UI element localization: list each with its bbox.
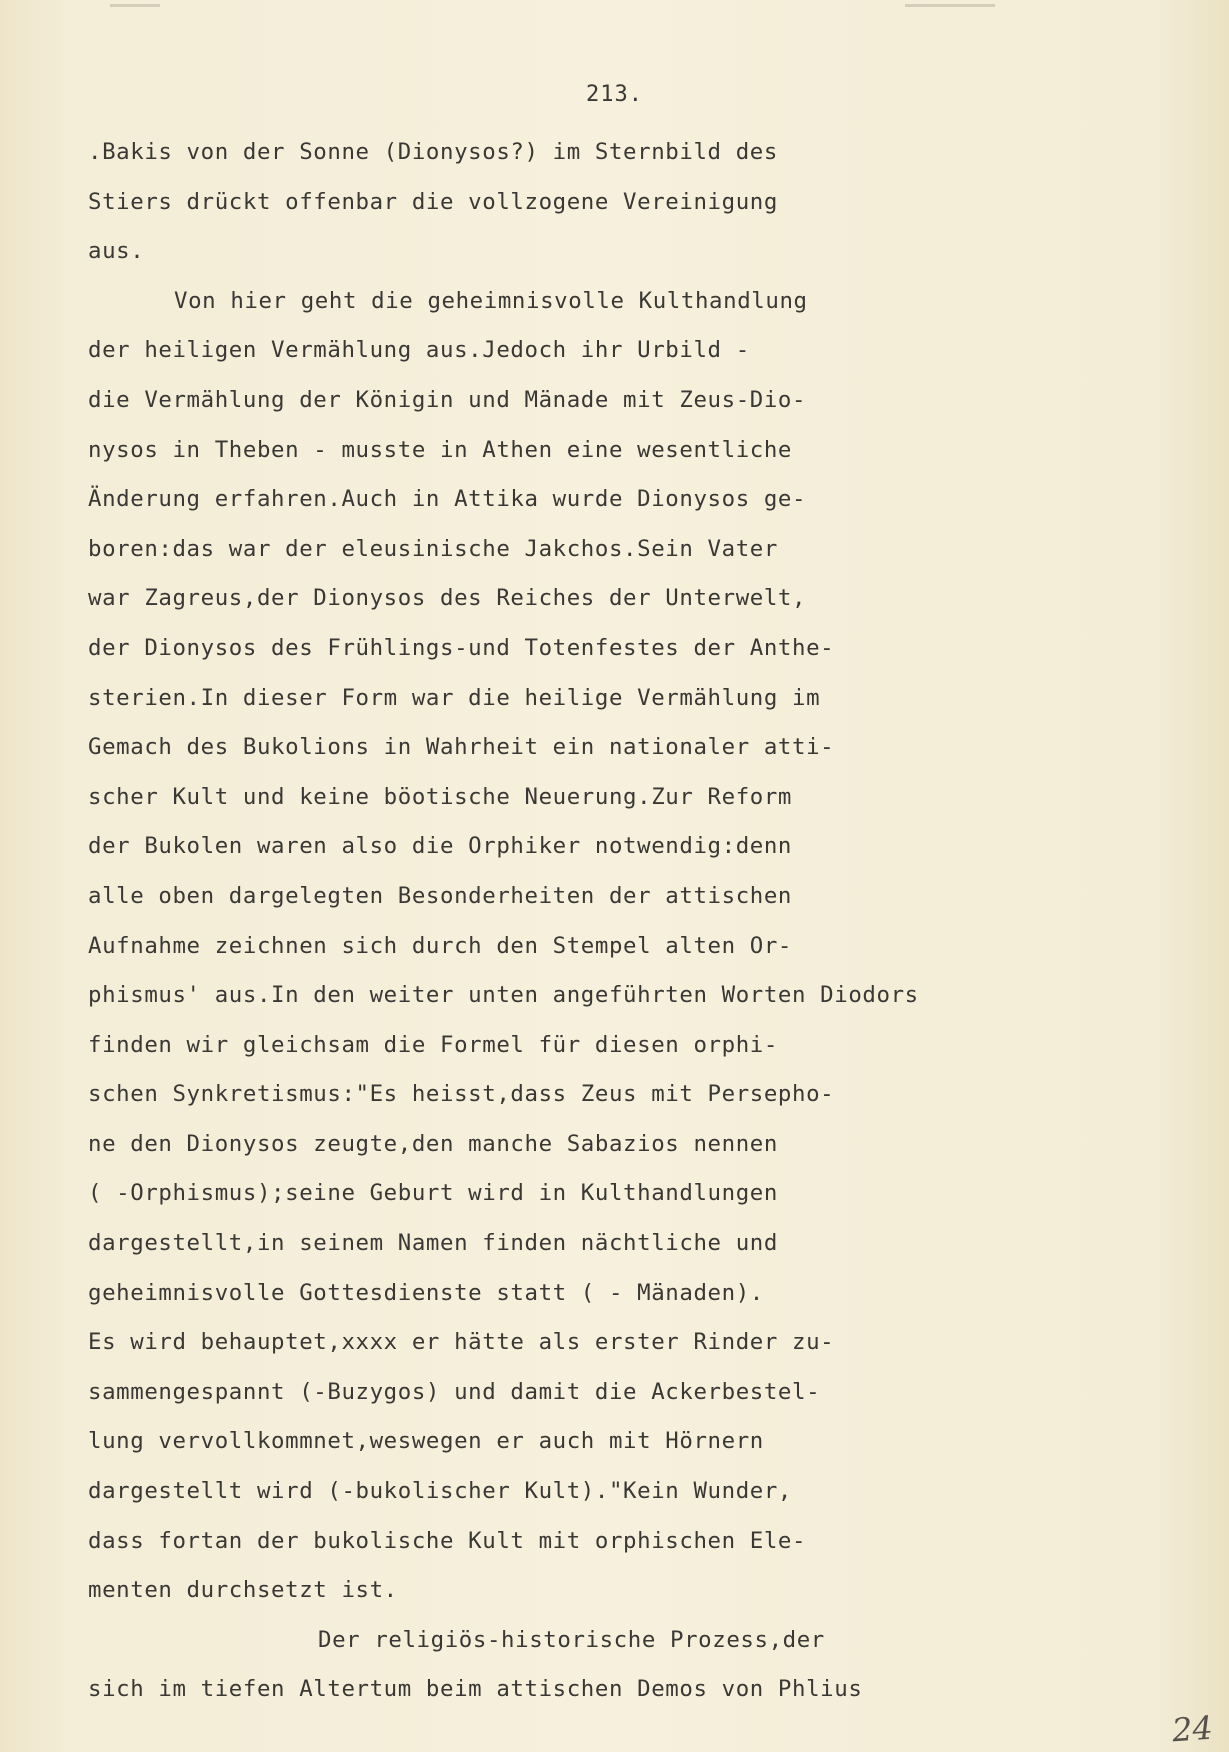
text-line: finden wir gleichsam die Formel für diesen orphi- [88,1031,778,1058]
text-line: alle oben dargelegten Besonderheiten der attischen [88,882,793,909]
text-line: nysos in Theben - musste in Athen eine wesentliche [88,436,793,463]
page-number: 213. [586,82,643,107]
text-line: phismus' aus.In den weiter unten angeführten Worten Diodors [88,982,919,1009]
text-line: dargestellt wird (-bukolischer Kult)."Kein Wunder, [88,1478,793,1505]
text-line: der Bukolen waren also die Orphiker notwendig:denn [88,833,793,860]
text-line: ne den Dionysos zeugte,den manche Sabazios nennen [88,1130,778,1157]
paragraph-start-line: Der religiös-historische Prozess,der [318,1626,825,1653]
text-line: lung vervollkommnet,weswegen er auch mit Hörnern [88,1428,764,1455]
text-line: der heiligen Vermählung aus.Jedoch ihr Urbild - [88,337,750,364]
text-line: Aufnahme zeichnen sich durch den Stempel alten Or- [88,932,793,959]
typescript-body [88,128,1098,1715]
text-line: ( -Orphismus);seine Geburt wird in Kulthandlungen [88,1180,778,1207]
text-line: menten durchsetzt ist. [88,1577,398,1604]
text-line: sich im tiefen Altertum beim attischen Demos von Phlius [88,1676,863,1703]
text-line: geheimnisvolle Gottesdienste statt ( - Mänaden). [88,1279,764,1306]
text-line: .Bakis von der Sonne (Dionysos?) im Sternbild des [88,139,778,165]
text-line: Änderung erfahren.Auch in Attika wurde Dionysos ge- [88,486,807,513]
text-line: Es wird behauptet,xxxx er hätte als erster Rinder zu- [88,1329,835,1356]
text-line: sammengespannt (-Buzygos) und damit die Ackerbestel- [88,1378,821,1405]
text-line: sterien.In dieser Form war die heilige Vermählung im [88,684,821,711]
paragraph-start-line: Von hier geht die geheimnisvolle Kulthandlung [174,287,808,314]
text-line: Gemach des Bukolions in Wahrheit ein nationaler atti- [88,734,835,761]
text-line: Stiers drückt offenbar die vollzogene Vereinigung [88,188,778,215]
text-line: dass fortan der bukolische Kult mit orphischen Ele- [88,1527,807,1554]
text-line: boren:das war der eleusinische Jakchos.Sein Vater [88,535,778,562]
text-line: aus. [88,238,145,265]
text-line: der Dionysos des Frühlings-und Totenfestes der Anthe- [88,634,835,661]
paper-edge-mark [905,4,995,7]
text-line: die Vermählung der Königin und Mänade mit Zeus-Dio- [88,386,807,413]
handwritten-folio-number: 24 [1170,1708,1214,1750]
text-line: schen Synkretismus:"Es heisst,dass Zeus mit Persepho- [88,1081,835,1108]
text-line: dargestellt,in seinem Namen finden nächtliche und [88,1230,778,1257]
text-line: scher Kult und keine böotische Neuerung.Zur Reform [88,783,793,810]
paper-edge-mark [110,4,160,7]
text-line: war Zagreus,der Dionysos des Reiches der Unterwelt, [88,585,807,612]
